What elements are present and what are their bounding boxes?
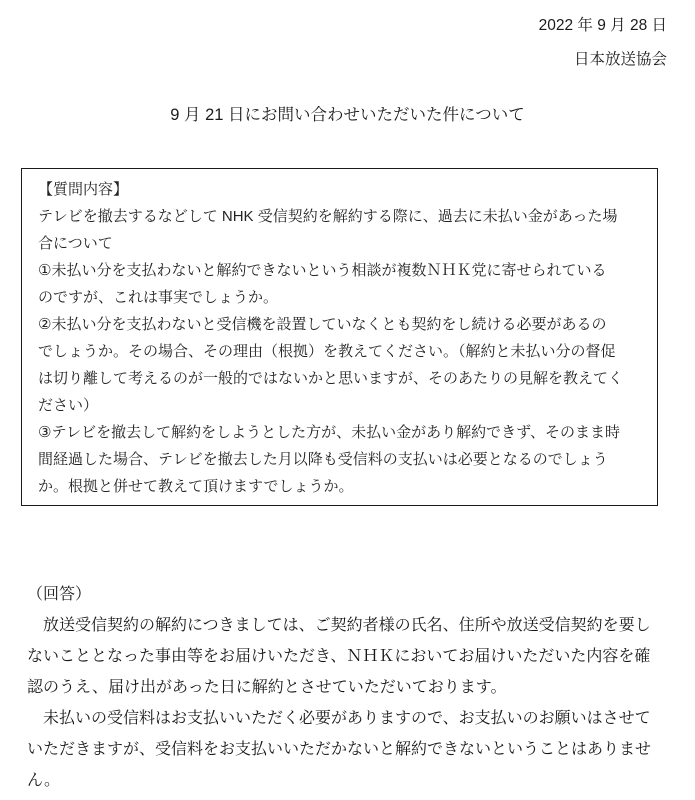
answer-line: 未払いの受信料はお支払いいただく必要がありますので、お支払いのお願いはさせて <box>27 710 651 727</box>
question-line: 間経過した場合、テレビを撤去した月以降も受信料の支払いは必要となるのでしょう <box>38 451 608 468</box>
question-line: テレビを撤去するなどして NHK 受信契約を解約する際に、過去に未払い金があった場 <box>38 208 618 225</box>
question-line: は切り離して考えるのが一般的ではないかと思いますが、そのあたりの見解を教えてく <box>38 370 624 387</box>
question-box-label: 【質問内容】 <box>38 181 129 198</box>
answer-line: 放送受信契約の解約につきましては、ご契約者様の氏名、住所や放送受信契約を要し <box>27 617 651 634</box>
document-header <box>0 0 695 77</box>
question-box <box>21 168 658 506</box>
organization-name: 日本放送協会 <box>573 51 667 68</box>
question-line: ①未払い分を支払わないと解約できないという相談が複数ＮＨＫ党に寄せられている <box>38 262 607 279</box>
answer-line: ん。 <box>27 772 60 789</box>
question-line: か。根拠と併せて教えて頂けますでしょうか。 <box>38 478 354 495</box>
question-line: ②未払い分を支払わないと受信機を設置していなくとも契約をし続ける必要があるの <box>38 316 607 333</box>
question-line: ださい） <box>38 397 99 414</box>
answer-line: 認のうえ、届け出があった日に解約とさせていただいております。 <box>27 679 507 696</box>
question-line: でしょうか。その場合、その理由（根拠）を教えてください。（解約と未払い分の督促 <box>38 343 616 360</box>
question-line: ③テレビを撤去して解約をしようとした方が、未払い金があり解約できず、そのまま時 <box>38 424 620 441</box>
answer-line: ないこととなった事由等をお届けいただき、ＮＨＫにおいてお届けいただいた内容を確 <box>27 648 651 665</box>
question-line: 合について <box>38 235 113 252</box>
answer-label: （回答） <box>27 586 92 603</box>
document-title: 9 月 21 日にお問い合わせいただいた件について <box>170 106 525 124</box>
answer-line: いただきますが、受信料をお支払いいただかないと解約できないということはありませ <box>27 741 652 758</box>
question-line: のですが、これは事実でしょうか。 <box>38 289 279 306</box>
document-date: 2022 年 9 月 28 日 <box>538 17 667 34</box>
answer-section <box>27 579 670 796</box>
